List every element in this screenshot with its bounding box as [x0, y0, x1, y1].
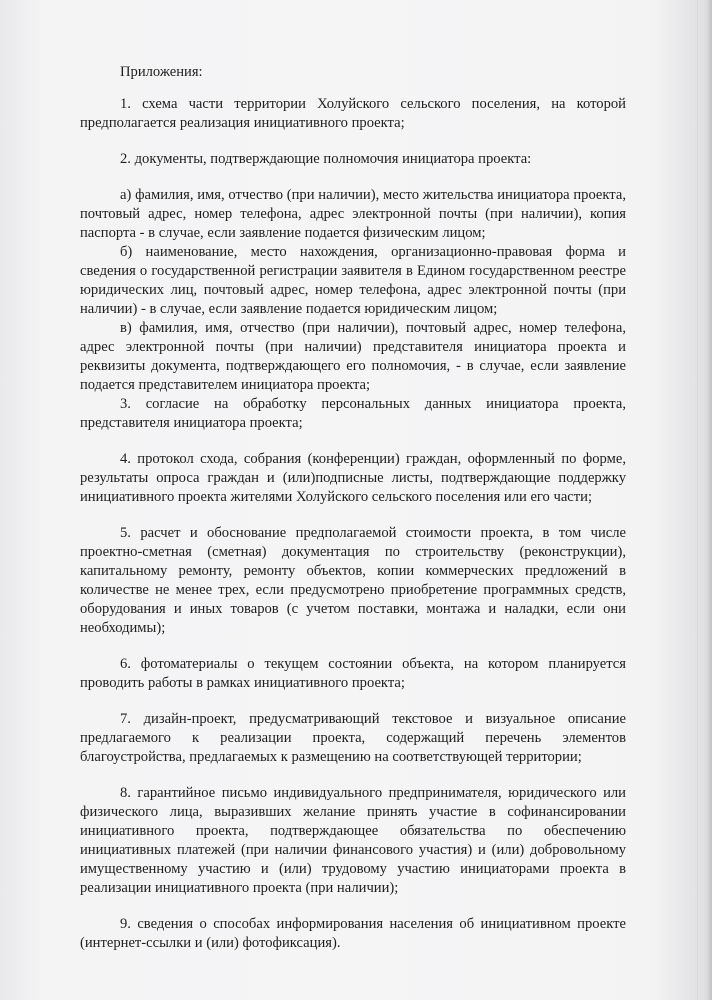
- scan-shadow-edge: [706, 0, 712, 1000]
- item-5-paragraph: 5. расчет и обоснование предполагаемой стоимости проекта, в том числе проектно-сметная (сметная) документация по строительству (реконструкции), капитальному ремонту, ремонту объектов, копии коммерческих предложений в количестве не менее трех, если предусмотрено приобретение программных средств, оборудования и иных товаров (с учетом поставки, монтажа и наладки, если они необходимы);: [80, 525, 626, 636]
- item-3-paragraph: 3. согласие на обработку персональных данных инициатора проекта, представителя инициатора проекта;: [80, 396, 626, 431]
- item-2a-paragraph: а) фамилия, имя, отчество (при наличии), место жительства инициатора проекта, почтовый адрес, номер телефона, адрес электронной почты (при наличии), копия паспорта - в случае, если заявление подается физическим лицом;: [80, 187, 626, 241]
- item-1-paragraph: 1. схема части территории Холуйского сельского поселения, на которой предполагается реализация инициативного проекта;: [80, 96, 626, 131]
- scan-line: [697, 0, 698, 1000]
- attachments-heading: Приложения:: [120, 64, 203, 80]
- item-2-paragraph: 2. документы, подтверждающие полномочия инициатора проекта:: [120, 151, 532, 167]
- item-4-paragraph: 4. протокол схода, собрания (конференции) граждан, оформленный по форме, результаты опроса граждан и (или)подписные листы, подтверждающие поддержку инициативного проекта жителями Холуйского сельского поселения или его части;: [80, 451, 626, 505]
- item-9-paragraph: 9. сведения о способах информирования населения об инициативном проекте (интернет-ссылки и (или) фотофиксация).: [80, 916, 626, 951]
- item-7-paragraph: 7. дизайн-проект, предусматривающий текстовое и визуальное описание предлагаемого к реализации проекта, содержащий перечень элементов благоустройства, предлагаемых к размещению на соответствующей территории;: [80, 711, 626, 765]
- item-8-paragraph: 8. гарантийное письмо индивидуального предпринимателя, юридического или физического лица, выразивших желание принять участие в софинансировании инициативного проекта, подтверждающее обязательства по обеспечению инициативных платежей (при наличии финансового участия) и (или) добровольному имущественному участию и (или) трудовому участию инициаторами проекта в реализации инициативного проекта (при наличии);: [80, 785, 626, 896]
- document-body: [80, 63, 626, 953]
- item-2b-paragraph: б) наименование, место нахождения, организационно-правовая форма и сведения о государственной регистрации заявителя в Едином государственном реестре юридических лиц, почтовый адрес, номер телефона, адрес электронной почты (при наличии) - в случае, если заявление подается юридическим лицом;: [80, 244, 626, 317]
- item-2c-paragraph: в) фамилия, имя, отчество (при наличии), почтовый адрес, номер телефона, адрес электронной почты (при наличии) представителя инициатора проекта и реквизиты документа, подтверждающего его полномочия, - в случае, если заявление подается представителем инициатора проекта;: [80, 320, 626, 393]
- item-6-paragraph: 6. фотоматериалы о текущем состоянии объекта, на котором планируется проводить работы в рамках инициативного проекта;: [80, 656, 626, 691]
